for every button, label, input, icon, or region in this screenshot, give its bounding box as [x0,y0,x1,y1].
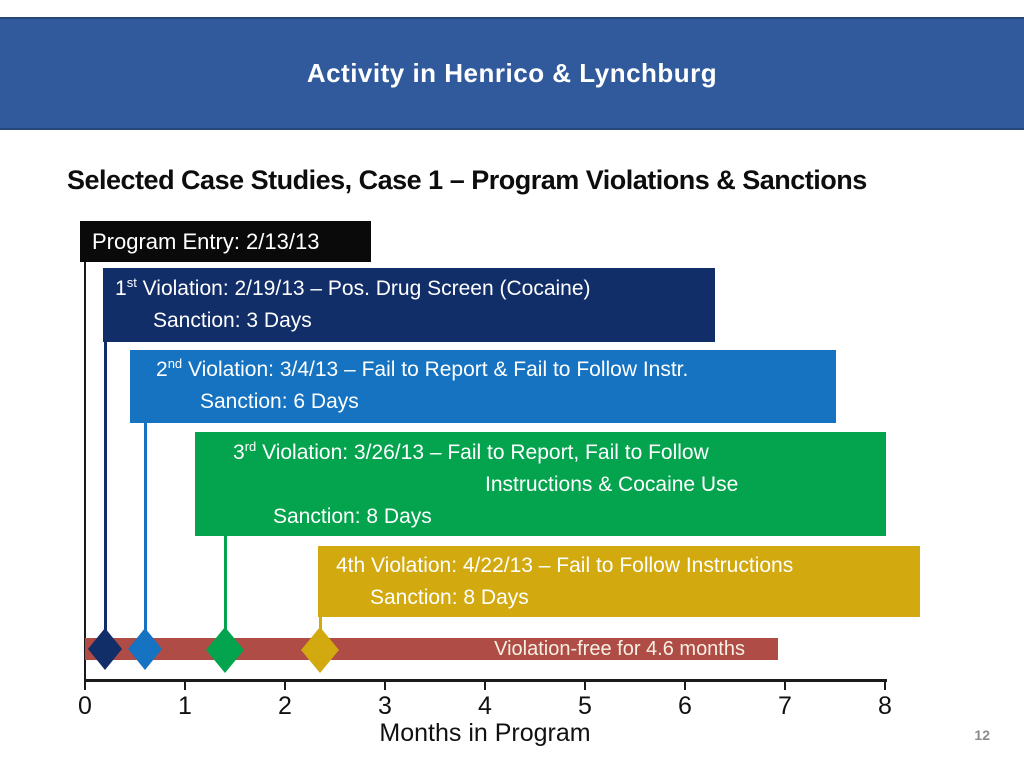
violation-2-connector-line [144,423,147,638]
x-axis-tick-label-0: 0 [78,692,92,720]
violation-2-ordinal: 2 [156,358,168,381]
x-axis-tick-label-8: 8 [878,692,892,720]
violation-3-text: Violation: 3/26/13 – Fail to Report, Fail to Follow [256,441,709,464]
x-axis-tick-label-7: 7 [778,692,792,720]
x-axis-tick-4 [484,682,486,690]
violation-3-line1 [233,437,886,469]
x-axis-tick-label-3: 3 [378,692,392,720]
violation-2-box [130,350,836,423]
violation-2-line1 [156,354,836,386]
x-axis-tick-7 [784,682,786,690]
violation-3-connector-line [224,536,227,638]
violation-free-bar [85,638,778,660]
violation-1-sanction: Sanction: 3 Days [153,309,312,332]
violation-3-box [195,432,886,536]
header-title: Activity in Henrico & Lynchburg [306,58,718,88]
violation-3-line2: Instructions & Cocaine Use [485,473,739,496]
violation-3-diamond-marker [206,627,244,673]
x-axis-tick-label-5: 5 [578,692,592,720]
x-axis-tick-2 [284,682,286,690]
slide-subtitle: Selected Case Studies, Case 1 – Program Violations & Sanctions [67,165,867,195]
violation-1-ordinal-suffix: st [126,275,137,290]
violation-3-sanction: Sanction: 8 Days [273,505,432,528]
x-axis-tick-5 [584,682,586,690]
violation-4-diamond-marker [301,627,339,673]
x-axis-tick-8 [884,682,886,690]
page-number: 12 [974,727,990,743]
violation-free-label: Violation-free for 4.6 months [494,638,745,660]
violation-4-ordinal: 4th [336,554,366,577]
x-axis-tick-label-1: 1 [178,692,192,720]
program-entry-box: Program Entry: 2/13/13 [80,221,371,262]
violation-2-ordinal-suffix: nd [167,356,183,371]
violation-2-text: Violation: 3/4/13 – Fail to Report & Fail to Follow Instr. [182,358,689,381]
violation-1-connector-line [104,342,107,638]
x-axis-tick-label-4: 4 [478,692,492,720]
timeline-vertical-axis-line [84,262,86,680]
violation-1-line1 [115,273,715,305]
header-bar [0,17,1024,130]
violation-3-ordinal: 3 [233,441,245,464]
violation-1-diamond-marker [88,628,122,670]
violation-4-text: Violation: 4/22/13 – Fail to Follow Instructions [365,554,794,577]
x-axis-title: Months in Program [379,719,591,747]
violation-1-text: Violation: 2/19/13 – Pos. Drug Screen (Cocaine) [136,277,591,300]
violation-4-sanction: Sanction: 8 Days [370,586,529,609]
x-axis-tick-label-6: 6 [678,692,692,720]
violation-1-ordinal: 1 [115,277,127,300]
x-axis-tick-1 [184,682,186,690]
violation-2-diamond-marker [128,628,162,670]
violation-1-box [103,268,715,342]
violation-4-box [318,546,920,617]
x-axis-tick-0 [84,682,86,690]
violation-2-sanction: Sanction: 6 Days [200,390,359,413]
x-axis-tick-6 [684,682,686,690]
violation-4-line1 [336,550,920,582]
x-axis-tick-label-2: 2 [278,692,292,720]
x-axis-tick-3 [384,682,386,690]
violation-3-ordinal-suffix: rd [244,439,257,454]
